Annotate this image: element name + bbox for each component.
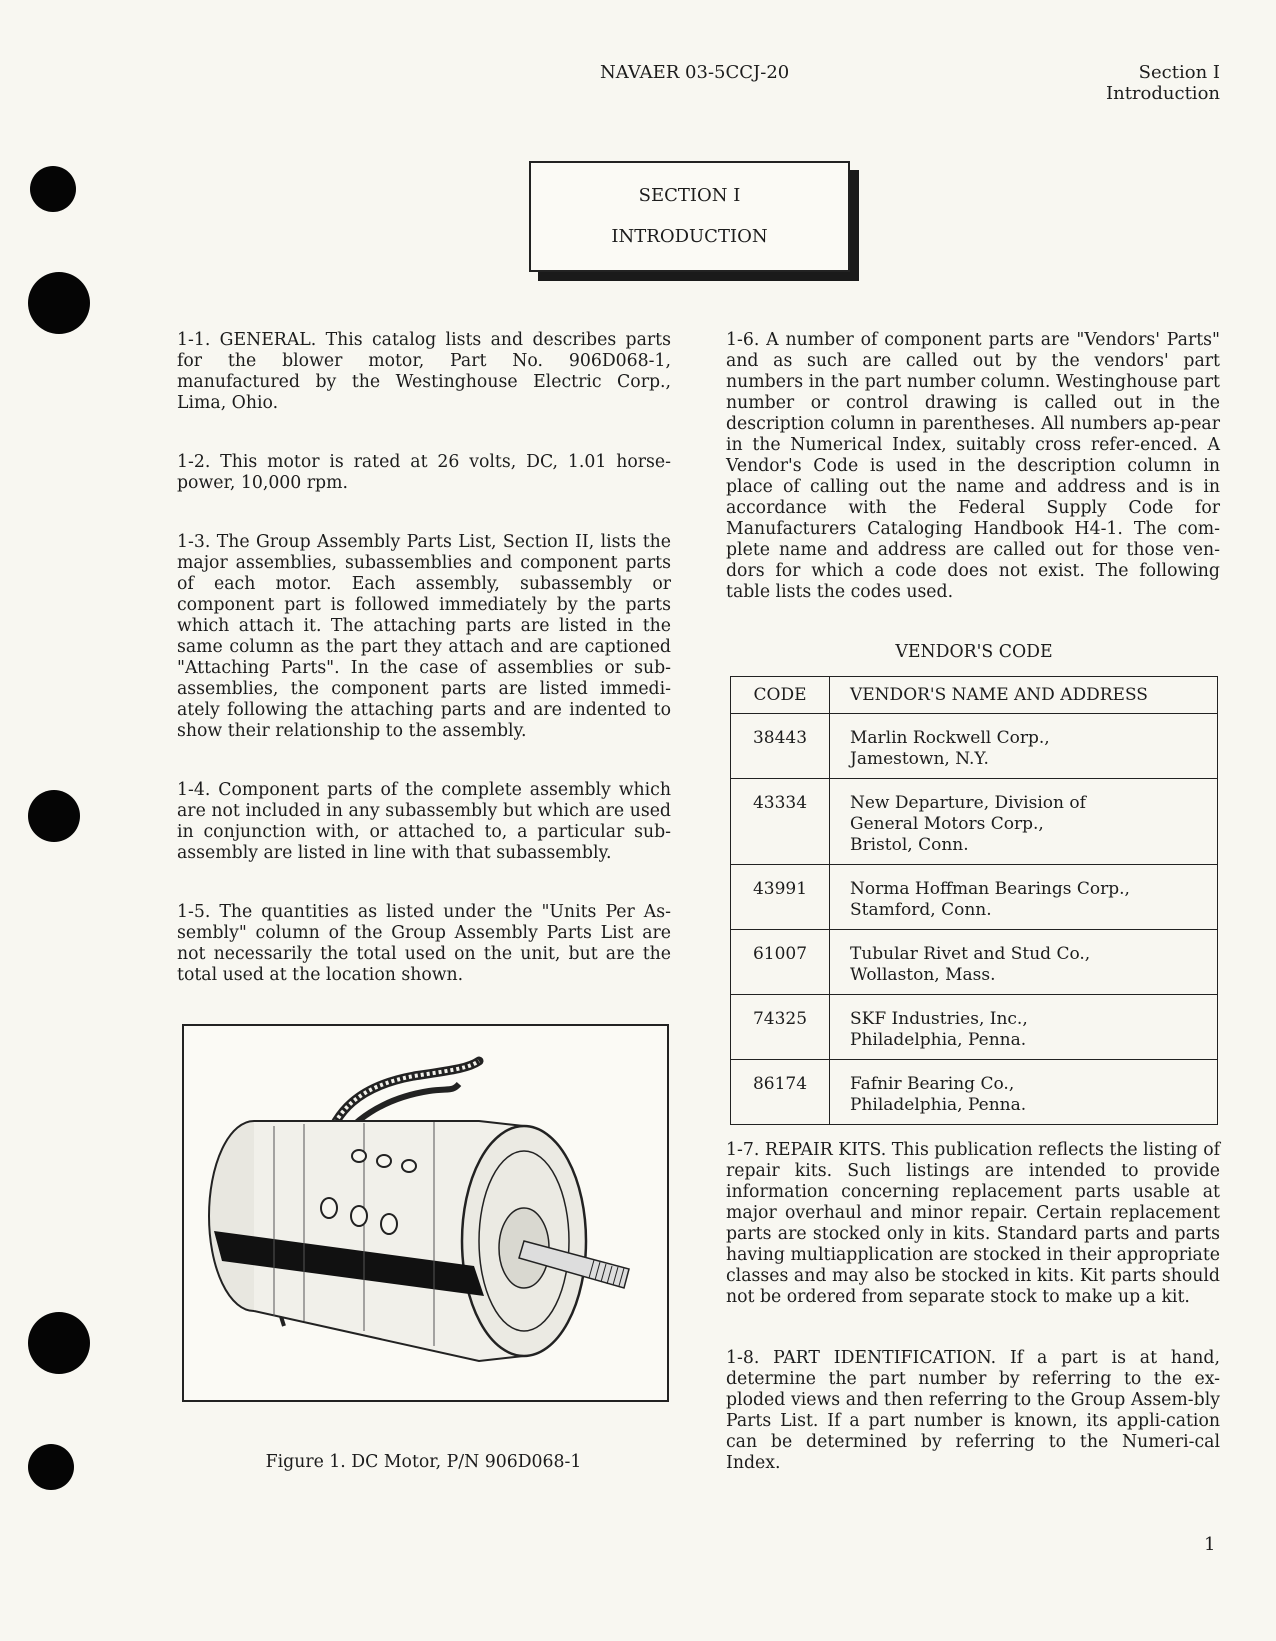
binder-hole — [28, 1444, 74, 1490]
vendor-address: Philadelphia, Penna. — [850, 1030, 1027, 1050]
table-row — [731, 995, 1218, 1060]
section-number: SECTION I — [638, 185, 741, 206]
vendor-name-address — [830, 865, 1218, 930]
vendor-address: Stamford, Conn. — [850, 900, 992, 920]
binder-hole — [28, 272, 90, 334]
vendor-name: Norma Hoffman Bearings Corp., — [850, 879, 1130, 899]
vendor-name-line-2: General Motors Corp., — [850, 814, 1044, 834]
page-number: 1 — [1204, 1534, 1216, 1555]
table-header-row — [731, 677, 1218, 714]
column-header-vendor: VENDOR'S NAME AND ADDRESS — [830, 677, 1218, 714]
vendor-name: New Departure, Division of — [850, 793, 1086, 813]
vendor-code: 43334 — [731, 779, 830, 865]
table-row — [731, 714, 1218, 779]
paragraph-1-3: 1-3. The Group Assembly Parts List, Section II, lists the major assemblies, subassemblies and component parts of each motor. Each assembly, subassembly or component part is followed immediately by the parts which attach it. The attaching parts are listed in the same column as the part they attach and are captioned "Attaching Parts". In the case of assemblies or sub-assemblies, the component parts are listed immedi-ately following the attaching parts and are indented to show their relationship to the assembly. — [177, 532, 671, 741]
vendor-name-address — [830, 779, 1218, 865]
header-section-label: Section I — [1138, 62, 1220, 83]
paragraph-1-8: 1-8. PART IDENTIFICATION. If a part is at hand, determine the part number by referring to the ex-ploded views and then referring to the Group Assem-bly Parts List. If a part number is known, its appli-cation can be determined by referring to the Numeri-cal Index. — [726, 1348, 1220, 1473]
table-row — [731, 779, 1218, 865]
vendor-name: SKF Industries, Inc., — [850, 1009, 1028, 1029]
table-row — [731, 930, 1218, 995]
dc-motor-illustration — [184, 1026, 667, 1400]
binder-hole — [28, 1312, 90, 1374]
paragraph-1-4: 1-4. Component parts of the complete assembly which are not included in any subassembly but which are used in conjunction with, or attached to, a particular sub-assembly are listed in line with that subassembly. — [177, 780, 671, 863]
vendor-name: Tubular Rivet and Stud Co., — [850, 944, 1091, 964]
vendor-name: Fafnir Bearing Co., — [850, 1074, 1015, 1094]
vendor-code-title: VENDOR'S CODE — [895, 642, 1053, 662]
figure-caption: Figure 1. DC Motor, P/N 906D068-1 — [265, 1452, 582, 1472]
table-row — [731, 1060, 1218, 1125]
document-number: NAVAER 03-5CCJ-20 — [600, 62, 790, 83]
vendor-code: 74325 — [731, 995, 830, 1060]
paragraph-1-1: 1-1. GENERAL. This catalog lists and describes parts for the blower motor, Part No. 906D068-1, manufactured by the Westinghouse Electric Corp., Lima, Ohio. — [177, 330, 671, 413]
vendor-code: 38443 — [731, 714, 830, 779]
paragraph-1-7: 1-7. REPAIR KITS. This publication reflects the listing of repair kits. Such listings are intended to provide information concerning replacement parts usable at major overhaul and minor repair. Certain replacement parts are stocked only in kits. Standard parts and parts having multiapplication are stocked in their appropriate classes and may also be stocked in kits. Kit parts should not be ordered from separate stock to make up a kit. — [726, 1140, 1220, 1307]
vendor-code: 61007 — [731, 930, 830, 995]
vendor-name-address — [830, 930, 1218, 995]
vendor-name: Marlin Rockwell Corp., — [850, 728, 1050, 748]
column-header-code: CODE — [731, 677, 830, 714]
paragraph-1-6: 1-6. A number of component parts are "Vendors' Parts" and as such are called out by the vendors' part numbers in the part number column. Westinghouse part number or control drawing is called out in the description column in parentheses. All numbers ap-pear in the Numerical Index, suitably cross refer-enced. A Vendor's Code is used in the description column in place of calling out the name and address and is in accordance with the Federal Supply Code for Manufacturers Cataloging Handbook H4-1. The com-plete name and address are called out for those ven-dors for which a code does not exist. The following table lists the codes used. — [726, 330, 1220, 602]
vendor-code-table — [730, 676, 1218, 1125]
motor-figure — [182, 1024, 669, 1402]
vendor-name-address — [830, 714, 1218, 779]
section-heading: INTRODUCTION — [611, 226, 768, 247]
binder-hole — [30, 166, 76, 212]
vendor-address: Philadelphia, Penna. — [850, 1095, 1027, 1115]
vendor-code: 86174 — [731, 1060, 830, 1125]
vendor-name-address — [830, 1060, 1218, 1125]
vendor-address: Jamestown, N.Y. — [850, 749, 989, 769]
vendor-address: Bristol, Conn. — [850, 835, 969, 855]
vendor-name-address — [830, 995, 1218, 1060]
left-column — [177, 330, 671, 1024]
header-section-title: Introduction — [1106, 83, 1220, 104]
section-title-box — [529, 161, 850, 272]
paragraph-1-5: 1-5. The quantities as listed under the "Units Per As-sembly" column of the Group Assembly Parts List are not necessarily the total used on the unit, but are the total used at the location shown. — [177, 902, 671, 985]
table-row — [731, 865, 1218, 930]
vendor-code: 43991 — [731, 865, 830, 930]
vendor-address: Wollaston, Mass. — [850, 965, 996, 985]
paragraph-1-2: 1-2. This motor is rated at 26 volts, DC, 1.01 horse-power, 10,000 rpm. — [177, 452, 671, 493]
binder-hole — [28, 790, 80, 842]
